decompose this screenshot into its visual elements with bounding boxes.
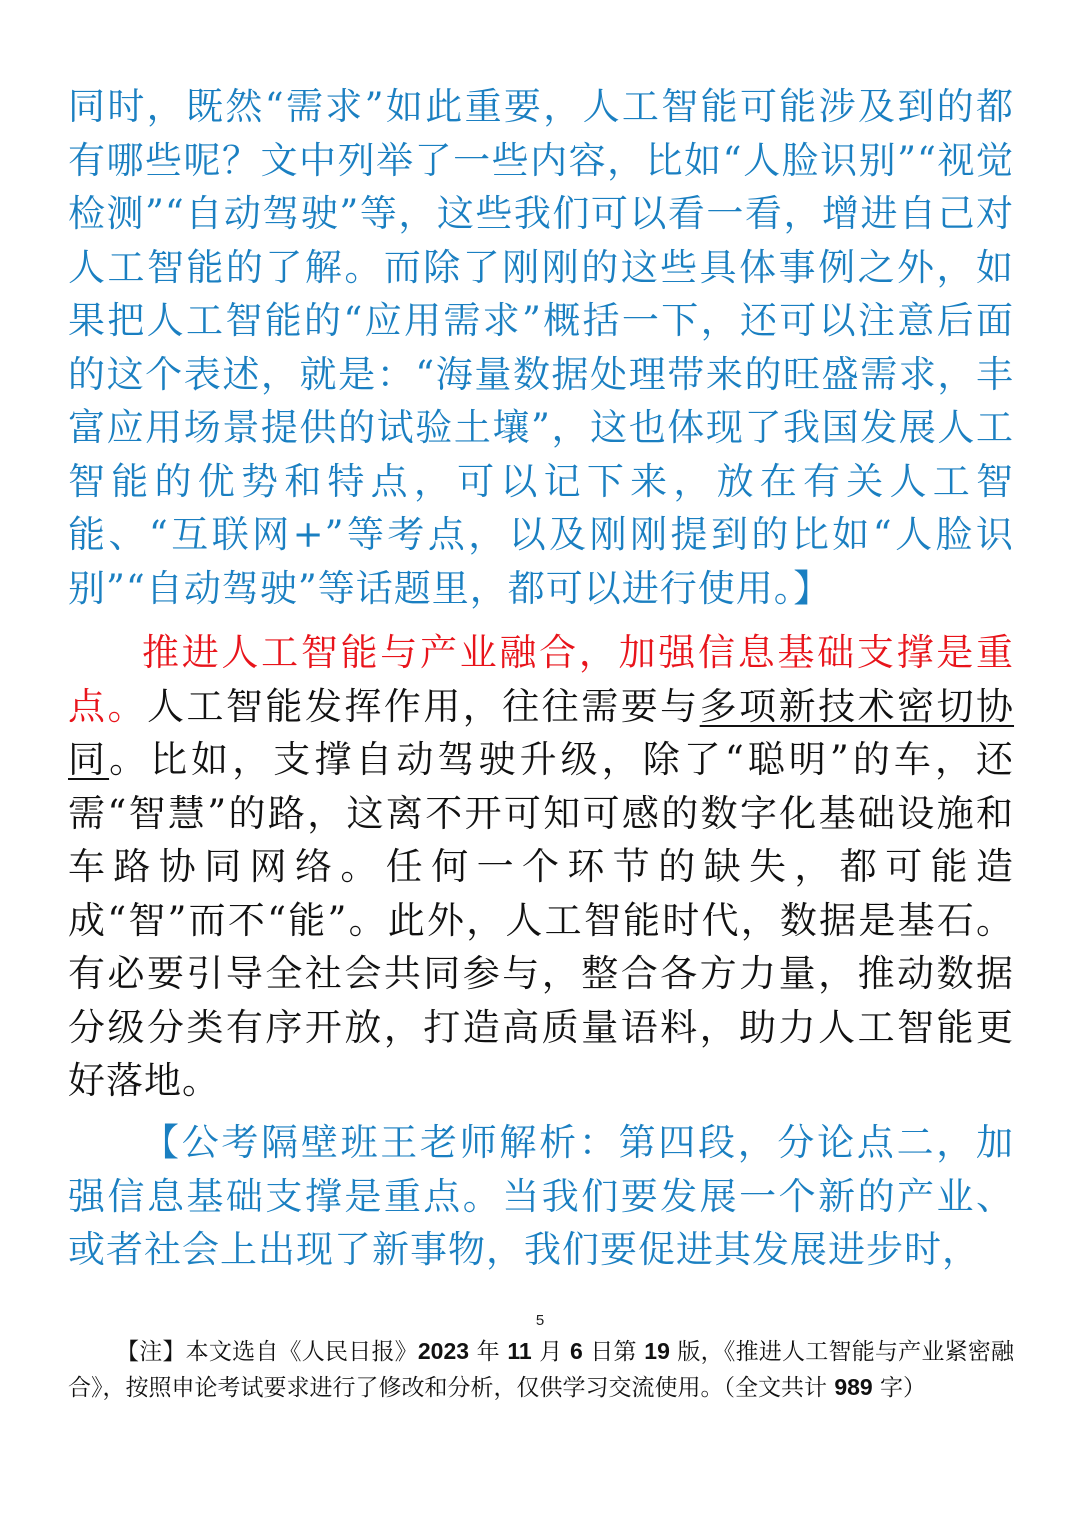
footnote-edition: 19 — [644, 1338, 670, 1364]
footnote — [68, 1334, 1014, 1406]
underlined-phrase: 多项新技术密切协同 — [68, 684, 1015, 781]
body-text-after-underline: 。比如，支撑自动驾驶升级，除了“聪明”的车，还需“智慧”的路，这离不开可知可感的数字化基础设施和车路协同网络。任何一个环节的缺失，都可能造成“智”而不“能”。此外，人工智能时代，数据是基石。有必要引导全社会共同参与，整合各方力量，推动数据分级分类有序开放，打造高质量语料，助力人工智能更好落地。 — [68, 738, 1014, 1102]
body-text-before-underline: 人工智能发挥作用，往往需要与 — [146, 684, 700, 728]
footnote-text: 【注】本文选自《人民日报》 — [116, 1339, 418, 1365]
analysis-paragraph — [68, 1116, 1014, 1277]
footnote-month: 11 — [507, 1338, 532, 1364]
footnote-text: 字） — [872, 1375, 926, 1401]
body-paragraph — [68, 626, 1014, 1108]
footnote-text: 日第 — [582, 1339, 645, 1365]
footnote-day: 6 — [569, 1338, 583, 1364]
analysis-text: 【公考隔壁班王老师解析：第四段，分论点二，加强信息基础支撑是重点。当我们要发展一个新的产业、或者社会上出现了新事物，我们要促进其发展进步时， — [68, 1121, 1014, 1271]
footnote-year: 2023 — [417, 1338, 470, 1364]
footnote-text: 版，《推进人工智能与产业紧密融合》，按照申论考试要求进行了修改和分析，仅供学习交流使用。（全文共计 — [68, 1339, 1015, 1401]
footnote-word-count: 989 — [834, 1374, 873, 1400]
section-heading: 推进人工智能与产业融合，加强信息基础支撑是重点。 — [68, 631, 1014, 728]
footnote-text: 年 — [469, 1339, 508, 1365]
analysis-text: 同时，既然“需求”如此重要，人工智能可能涉及到的都有哪些呢？文中列举了一些内容，比如“人脸识别”“视觉检测”“自动驾驶”等，这些我们可以看一看，增进自己对人工智能的了解。而除了刚刚的这些具体事例之外，如果把人工智能的“应用需求”概括一下，还可以注意后面的这个表述，就是：“海量数据处理带来的旺盛需求，丰富应用场景提供的试验土壤”，这也体现了我国发展人工智能的优势和特点，可以记下来，放在有关人工智能、“互联网+”等考点，以及刚刚提到的比如“人脸识别”“自动驾驶”等话题里，都可以进行使用。】 — [68, 85, 1014, 610]
footnote-text: 月 — [531, 1339, 570, 1365]
page-number: 5 — [535, 1312, 545, 1329]
analysis-paragraph-continued — [68, 80, 1014, 615]
